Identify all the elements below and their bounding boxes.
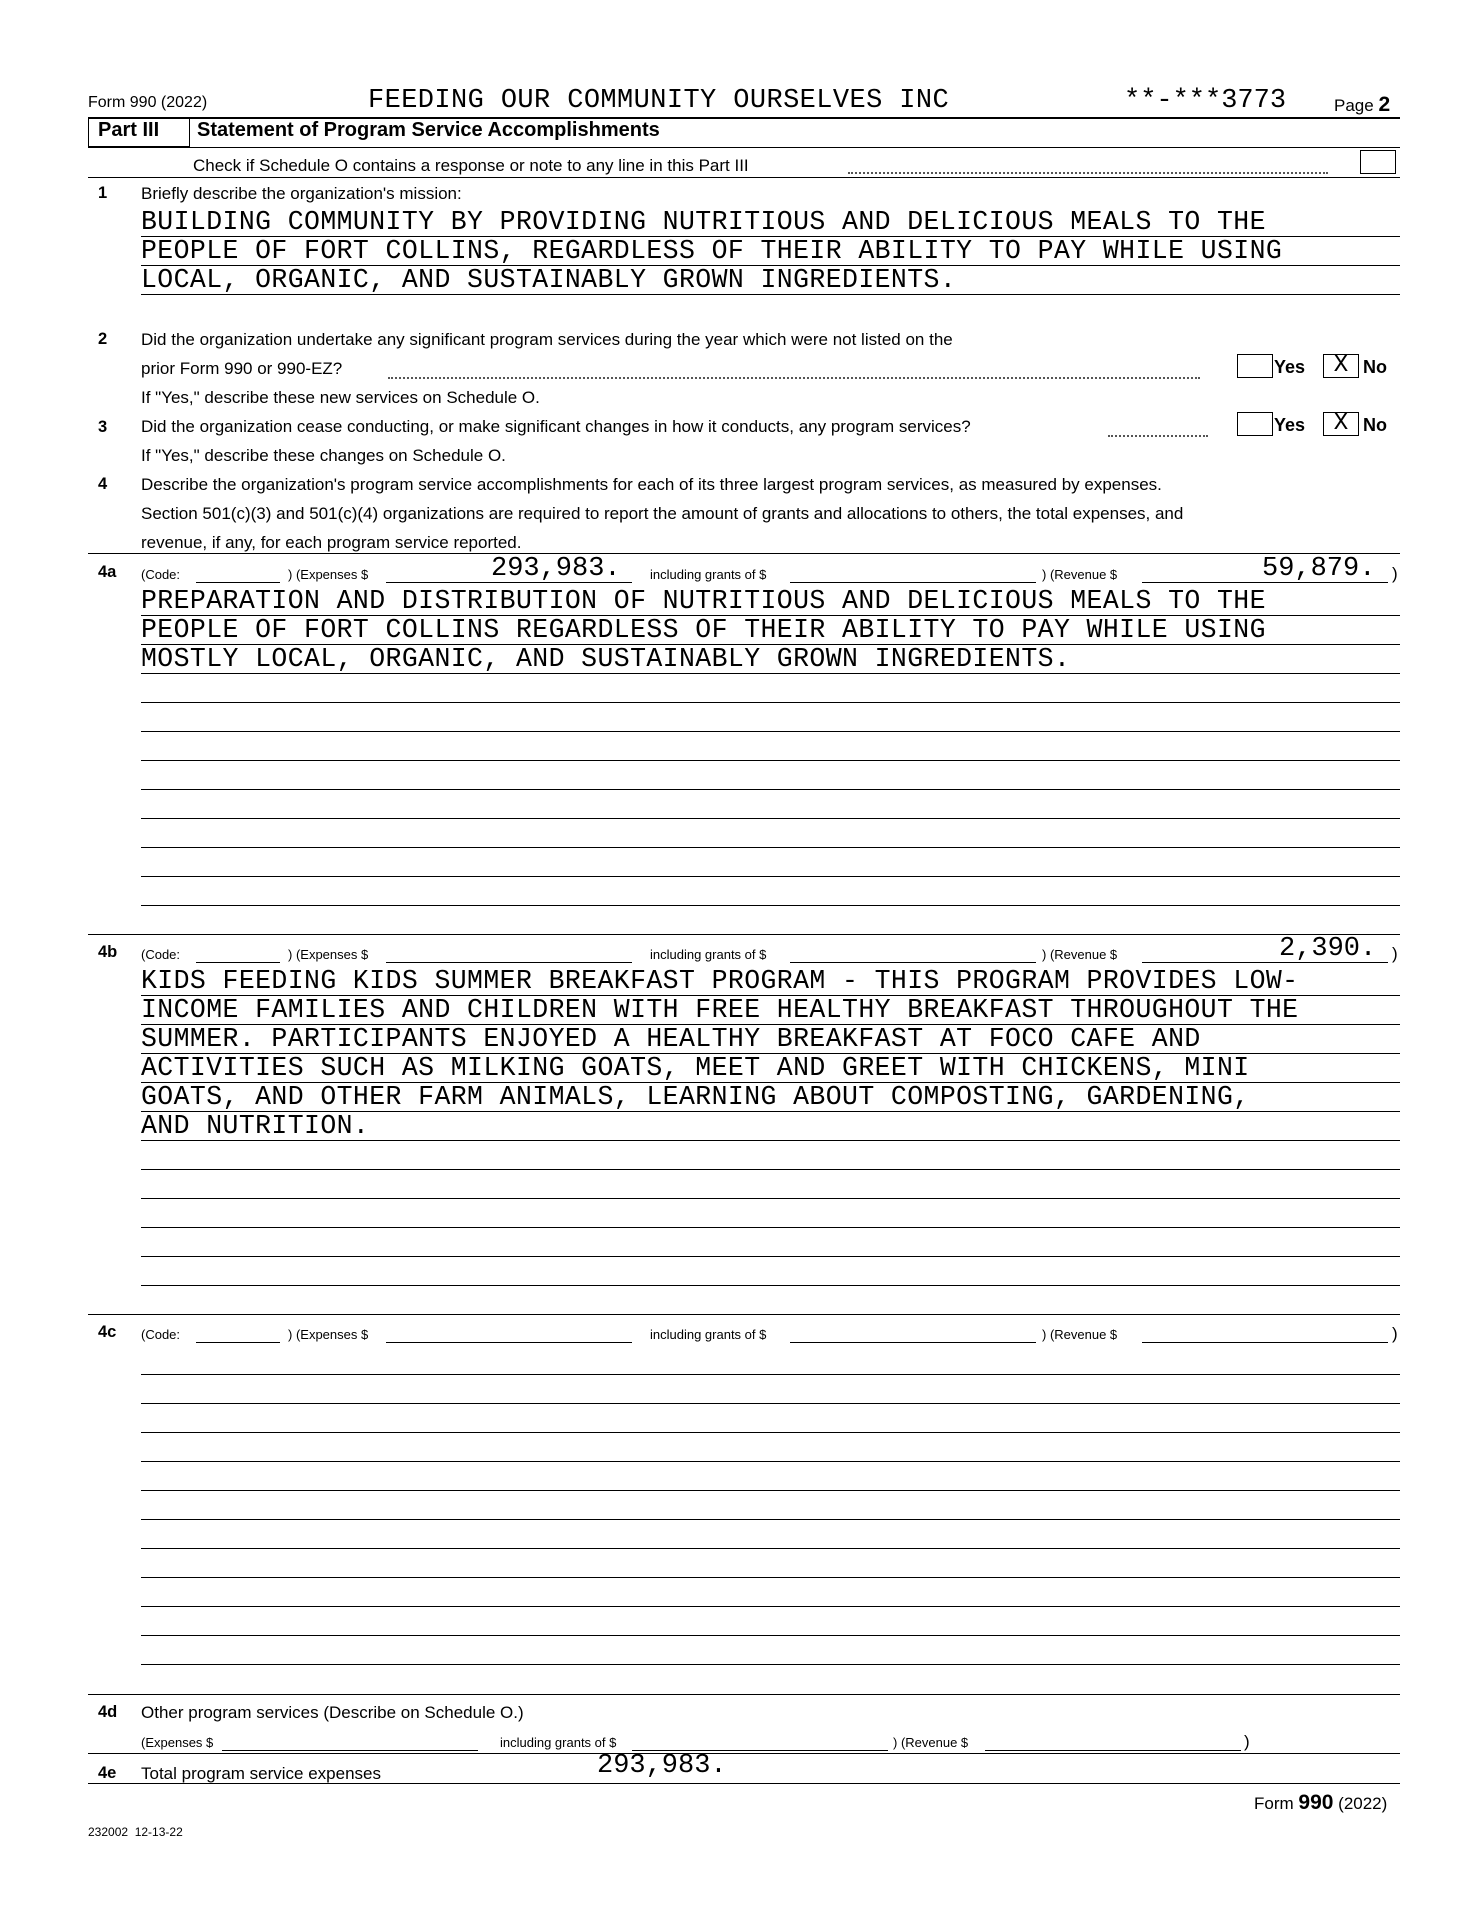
line-4e-value: 293,983. (597, 1751, 727, 1781)
line-4a-desc-2: PEOPLE OF FORT COLLINS REGARDLESS OF THEIR ABILITY TO PAY WHILE USING (141, 615, 1266, 645)
line-3-text: Did the organization cease conducting, or make significant changes in how it conducts, any program services? (141, 417, 971, 436)
part-tag: Part III (98, 119, 160, 141)
line-4e-label: Total program service expenses (141, 1764, 382, 1783)
line-4b-desc-1: KIDS FEEDING KIDS SUMMER BREAKFAST PROGRAM - THIS PROGRAM PROVIDES LOW- (141, 966, 1299, 996)
line-4-number: 4 (98, 475, 108, 493)
line-4-text-3: revenue, if any, for each program service reported. (141, 533, 522, 552)
page-label: Page (1334, 96, 1379, 115)
line-4a-desc-1: PREPARATION AND DISTRIBUTION OF NUTRITIOUS AND DELICIOUS MEALS TO THE (141, 586, 1266, 616)
line-4c-code-label: (Code: (141, 1327, 181, 1342)
line-4b-revenue-value: 2,390. (1279, 934, 1377, 964)
line-3-no-checkbox[interactable]: X (1323, 412, 1359, 436)
line-2-note: If "Yes," describe these new services on Schedule O. (141, 388, 540, 407)
line-2-text-b: prior Form 990 or 990-EZ? (141, 359, 343, 378)
line-4a-revenue-label: ) (Revenue $ (1042, 567, 1118, 582)
line-4b-revenue-label: ) (Revenue $ (1042, 947, 1118, 962)
schedule-o-check-text: Check if Schedule O contains a response or note to any line in this Part III (193, 156, 749, 175)
line-4d-grants-label: including grants of $ (500, 1735, 617, 1750)
line-3-yes-checkbox[interactable] (1237, 412, 1273, 436)
line-4d-number: 4d (98, 1703, 118, 1721)
line-2-text-a: Did the organization undertake any significant program services during the year which were not listed on the (141, 330, 953, 349)
line-4d-label: Other program services (Describe on Schedule O.) (141, 1703, 524, 1722)
line-4a-revenue-value: 59,879. (1262, 554, 1376, 584)
line-4-text-2: Section 501(c)(3) and 501(c)(4) organizations are required to report the amount of grants and allocations to others, the total expenses, and (141, 504, 1184, 523)
mission-line-2: PEOPLE OF FORT COLLINS, REGARDLESS OF THEIR ABILITY TO PAY WHILE USING (141, 236, 1283, 266)
org-name: FEEDING OUR COMMUNITY OURSELVES INC (368, 86, 950, 116)
line-1-label: Briefly describe the organization's mission: (141, 184, 462, 203)
line-4e-number: 4e (98, 1764, 117, 1782)
line-4c-grants-label: including grants of $ (650, 1327, 767, 1342)
line-4a-expenses-label: ) (Expenses $ (288, 567, 369, 582)
line-4d-revenue-label: ) (Revenue $ (893, 1735, 969, 1750)
line-4b-desc-5: GOATS, AND OTHER FARM ANIMALS, LEARNING ABOUT COMPOSTING, GARDENING, (141, 1082, 1250, 1112)
ein: **-***3773 (1124, 86, 1287, 116)
line-4b-number: 4b (98, 943, 118, 961)
line-4b-desc-2: INCOME FAMILIES AND CHILDREN WITH FREE HEALTHY BREAKFAST THROUGHOUT THE (141, 995, 1299, 1025)
page-num: 2 (1378, 93, 1391, 116)
footer-code: 232002 12-13-22 (88, 1825, 183, 1839)
line-2-yes-label: Yes (1274, 357, 1306, 377)
line-3-no-label: No (1363, 415, 1387, 435)
footer-form-label (1254, 1791, 1387, 1815)
footer-form-number: 990 (1298, 1791, 1334, 1814)
schedule-o-checkbox[interactable] (1360, 150, 1396, 174)
line-4a-code-label: (Code: (141, 567, 181, 582)
line-3-yes-label: Yes (1274, 415, 1306, 435)
line-4c-number: 4c (98, 1323, 117, 1341)
line-4d-close: ) (1244, 1732, 1250, 1751)
line-4b-desc-3: SUMMER. PARTICIPANTS ENJOYED A HEALTHY BREAKFAST AT FOCO CAFE AND (141, 1024, 1201, 1054)
line-4b-close: ) (1392, 944, 1398, 963)
line-2-no-label: No (1363, 357, 1387, 377)
line-4a-expenses-value: 293,983. (491, 554, 621, 584)
line-4a-close: ) (1392, 564, 1398, 583)
mission-line-3: LOCAL, ORGANIC, AND SUSTAINABLY GROWN INGREDIENTS. (141, 265, 957, 295)
line-4d-expenses-label: (Expenses $ (141, 1735, 214, 1750)
line-4c-expenses-label: ) (Expenses $ (288, 1327, 369, 1342)
part-title: Statement of Program Service Accomplishments (197, 119, 660, 141)
line-4b-desc-4: ACTIVITIES SUCH AS MILKING GOATS, MEET AND GREET WITH CHICKENS, MINI (141, 1053, 1250, 1083)
footer-form-prefix: Form (1254, 1794, 1299, 1813)
line-4b-grants-label: including grants of $ (650, 947, 767, 962)
line-4a-number: 4a (98, 563, 117, 581)
line-3-note: If "Yes," describe these changes on Schedule O. (141, 446, 506, 465)
form-label: Form 990 (2022) (88, 94, 208, 111)
line-4c-revenue-label: ) (Revenue $ (1042, 1327, 1118, 1342)
line-1-number: 1 (98, 184, 108, 202)
line-4-text-1: Describe the organization's program service accomplishments for each of its three largest program services, as measured by expenses. (141, 475, 1162, 494)
line-4b-expenses-label: ) (Expenses $ (288, 947, 369, 962)
line-4b-code-label: (Code: (141, 947, 181, 962)
mission-line-1: BUILDING COMMUNITY BY PROVIDING NUTRITIOUS AND DELICIOUS MEALS TO THE (141, 207, 1266, 237)
line-4b-desc-6: AND NUTRITION. (141, 1111, 370, 1141)
line-4c-close: ) (1392, 1324, 1398, 1343)
page-number (1334, 93, 1390, 117)
line-4a-desc-3: MOSTLY LOCAL, ORGANIC, AND SUSTAINABLY GROWN INGREDIENTS. (141, 644, 1071, 674)
line-4a-grants-label: including grants of $ (650, 567, 767, 582)
line-2-number: 2 (98, 330, 108, 348)
footer-form-year: (2022) (1333, 1794, 1388, 1813)
line-2-yes-checkbox[interactable] (1237, 354, 1273, 378)
line-3-number: 3 (98, 418, 108, 436)
line-2-no-checkbox[interactable]: X (1323, 354, 1359, 378)
